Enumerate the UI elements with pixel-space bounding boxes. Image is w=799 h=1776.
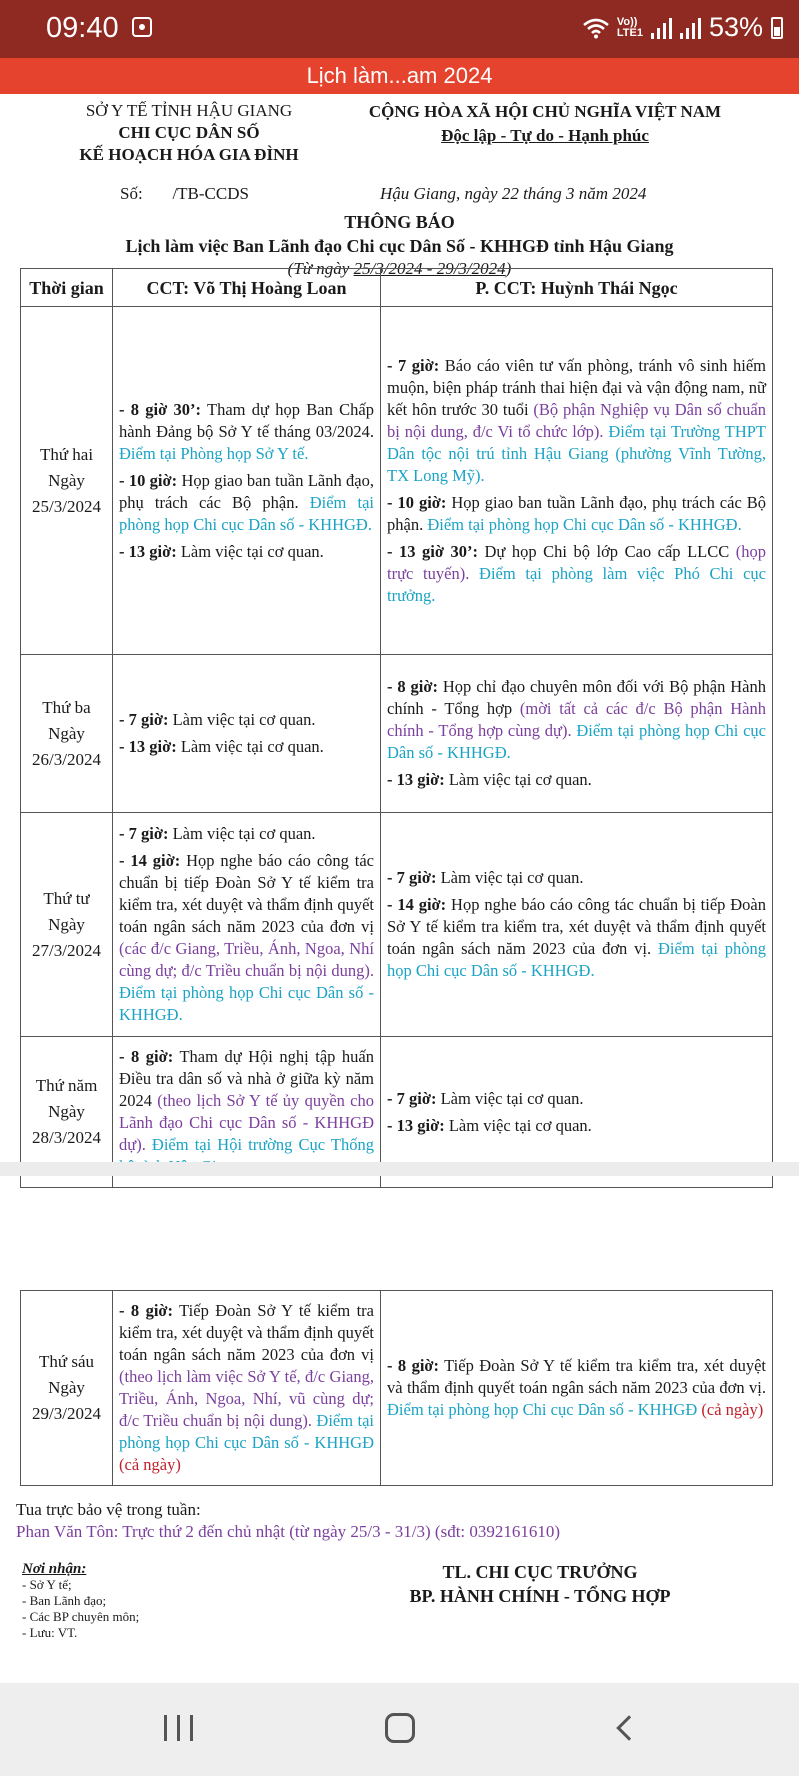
duty-text: Phan Văn Tôn: Trực thứ 2 đến chủ nhật (từ ngày 25/3 - 31/3) (sđt: 0392161610) [16, 1522, 561, 1541]
schedule-cell: - 7 giờ: Làm việc tại cơ quan. - 14 giờ: Họp nghe báo cáo công tác chuẩn bị tiếp Đoàn Sở Y tế kiểm tra kiểm tra, xét duyệt và thẩm định quyết toán ngân sách năm 2023 của đơn vị (các đ/c Giang, Triều, Ánh, Ngoa, Nhí cùng dự; đ/c Triều chuẩn bị nội dung). Điểm tại phòng họp Chi cục Dân số - KHHGĐ. [113, 813, 381, 1037]
schedule-cell: - 8 giờ: Tiếp Đoàn Sở Y tế kiểm tra kiểm tra, xét duyệt và thẩm định quyết toán ngân sách năm 2023 của đơn vị. Điểm tại phòng họp Chi cục Dân số - KHHGĐ (cả ngày) [381, 1291, 773, 1486]
navigation-bar [0, 1683, 799, 1776]
notice-title: THÔNG BÁO [344, 212, 455, 232]
duty-label: Tua trực bảo vệ trong tuần: [16, 1500, 201, 1519]
status-bar [0, 0, 799, 58]
day-cell: Thứ hai Ngày 25/3/2024 [21, 307, 113, 655]
battery-icon [771, 17, 783, 39]
schedule-cell: - 8 giờ: Họp chỉ đạo chuyên môn đối với Bộ phận Hành chính - Tổng hợp (mời tất cả các đ/c Bộ phận Hành chính - Tổng hợp cùng dự). Điểm tại phòng họp Chi cục Dân số - KHHGĐ. - 13 giờ: Làm việc tại cơ quan. [381, 655, 773, 813]
notice-subtitle: Lịch làm việc Ban Lãnh đạo Chi cục Dân Số - KHHGĐ tỉnh Hậu Giang [125, 236, 674, 256]
day-cell: Thứ sáu Ngày 29/3/2024 [21, 1291, 113, 1486]
signature-block: TL. CHI CỤC TRƯỞNG BP. HÀNH CHÍNH - TỔNG HỢP [409, 1562, 671, 1606]
back-icon [616, 1715, 641, 1740]
national-header: CỘNG HÒA XÃ HỘI CHỦ NGHĨA VIỆT NAM Độc lập - Tự do - Hạnh phúc [368, 102, 722, 145]
page-separator [0, 1162, 799, 1176]
table-header-row [21, 269, 773, 307]
signal-icon-sim2 [680, 17, 701, 39]
table-row [21, 655, 773, 813]
wifi-icon [583, 17, 609, 39]
recent-apps-icon [164, 1715, 167, 1741]
schedule-cell: - 7 giờ: Làm việc tại cơ quan. - 13 giờ: Làm việc tại cơ quan. [113, 655, 381, 813]
status-time: 09:40 [46, 12, 119, 44]
home-icon [385, 1713, 415, 1743]
agency-header: SỞ Y TẾ TỈNH HẬU GIANG CHI CỤC DÂN SỐ KẾ HOẠCH HÓA GIA ĐÌNH [79, 101, 299, 164]
schedule-table [20, 268, 773, 1188]
table-row [21, 307, 773, 655]
schedule-cell: - 7 giờ: Làm việc tại cơ quan. - 13 giờ: Làm việc tại cơ quan. [381, 1037, 773, 1188]
recent-apps-button[interactable] [148, 1703, 208, 1753]
schedule-cell: - 7 giờ: Báo cáo viên tư vấn phòng, tránh vô sinh hiếm muộn, biện pháp tránh thai hiện đại và vận động nam, nữ kết hôn trước 30 tuổi (Bộ phận Nghiệp vụ Dân số chuẩn bị nội dung, đ/c Vi tổ chức lớp). Điểm tại Trường THPT Dân tộc nội trú tỉnh Hậu Giang (phường Vĩnh Tường, TX Long Mỹ). - 10 giờ: Họp giao ban tuần Lãnh đạo, phụ trách các Bộ phận. Điểm tại phòng họp Chi cục Dân số - KHHGĐ. - 13 giờ 30’: Dự họp Chi bộ lớp Cao cấp LLCC (họp trực tuyến). Điểm tại phòng làm việc Phó Chi cục trưởng. [381, 307, 773, 655]
schedule-cell: - 8 giờ: Tham dự Hội nghị tập huấn Điều tra dân số và nhà ở giữa kỳ năm 2024 (theo lịch Sở Y tế ủy quyền cho Lãnh đạo Chi cục Dân số - KHHGĐ dự). Điểm tại Hội trường Cục Thống [113, 1037, 381, 1188]
place-date: Hậu Giang, ngày 22 tháng 3 năm 2024 [380, 184, 647, 203]
schedule-cell: - 8 giờ 30’: Tham dự họp Ban Chấp hành Đảng bộ Sở Y tế tháng 03/2024. Điểm tại Phòng họp Sở Y tế. - 10 giờ: Họp giao ban tuần Lãnh đạo, phụ trách các Bộ phận. Điểm tại phòng họp Chi cục Dân số - KHHGĐ. - 13 giờ: Làm việc tại cơ quan. [113, 307, 381, 655]
table-row [21, 1291, 773, 1486]
recipients: Nơi nhận: - Sở Y tế; - Ban Lãnh đạo; - Các BP chuyên môn; - Lưu: VT. [22, 1561, 140, 1640]
network-type: Vo)) LTE1 [616, 15, 643, 39]
day-cell: Thứ tư Ngày 27/3/2024 [21, 813, 113, 1037]
table-row [21, 813, 773, 1037]
back-button[interactable] [594, 1703, 654, 1753]
schedule-cell: - 8 giờ: Tiếp Đoàn Sở Y tế kiểm tra kiểm tra, xét duyệt và thẩm định quyết toán ngân sách năm 2023 của đơn vị (theo lịch làm việc Sở Y tế, đ/c Giang, Triều, Ánh, Ngoa, Nhí, vũ cùng dự; đ/c Triều chuẩn bị nội dung). Điểm tại phòng họp Chi cục Dân số - KHHGĐ (cả ngày) [113, 1291, 381, 1486]
battery-percent: 53% [708, 12, 763, 42]
status-icons [583, 12, 783, 43]
schedule-cell: - 7 giờ: Làm việc tại cơ quan. - 14 giờ: Họp nghe báo cáo công tác chuẩn bị tiếp Đoàn Sở Y tế kiểm tra kiểm tra, xét duyệt và thẩm định quyết toán ngân sách năm 2023 của đơn vị. Điểm tại phòng họp Chi cục Dân số - KHHGĐ. [381, 813, 773, 1037]
signal-icon [651, 17, 672, 39]
notice-date-range: (Từ ngày 25/3/2024 - 29/3/2024) [287, 259, 512, 278]
schedule-table-continued [20, 1290, 773, 1486]
column-header: Thời gian [21, 269, 113, 307]
column-header: CCT: Võ Thị Hoàng Loan [113, 269, 381, 307]
document-title: Lịch làm...am 2024 [306, 63, 493, 88]
document-number: Số: /TB-CCDS [120, 184, 249, 203]
day-cell: Thứ ba Ngày 26/3/2024 [21, 655, 113, 813]
document-title-bar[interactable] [0, 58, 799, 94]
app-notification-icon [132, 17, 152, 37]
column-header: P. CCT: Huỳnh Thái Ngọc [381, 269, 773, 307]
home-button[interactable] [370, 1703, 430, 1753]
day-cell: Thứ năm Ngày 28/3/2024 [21, 1037, 113, 1188]
